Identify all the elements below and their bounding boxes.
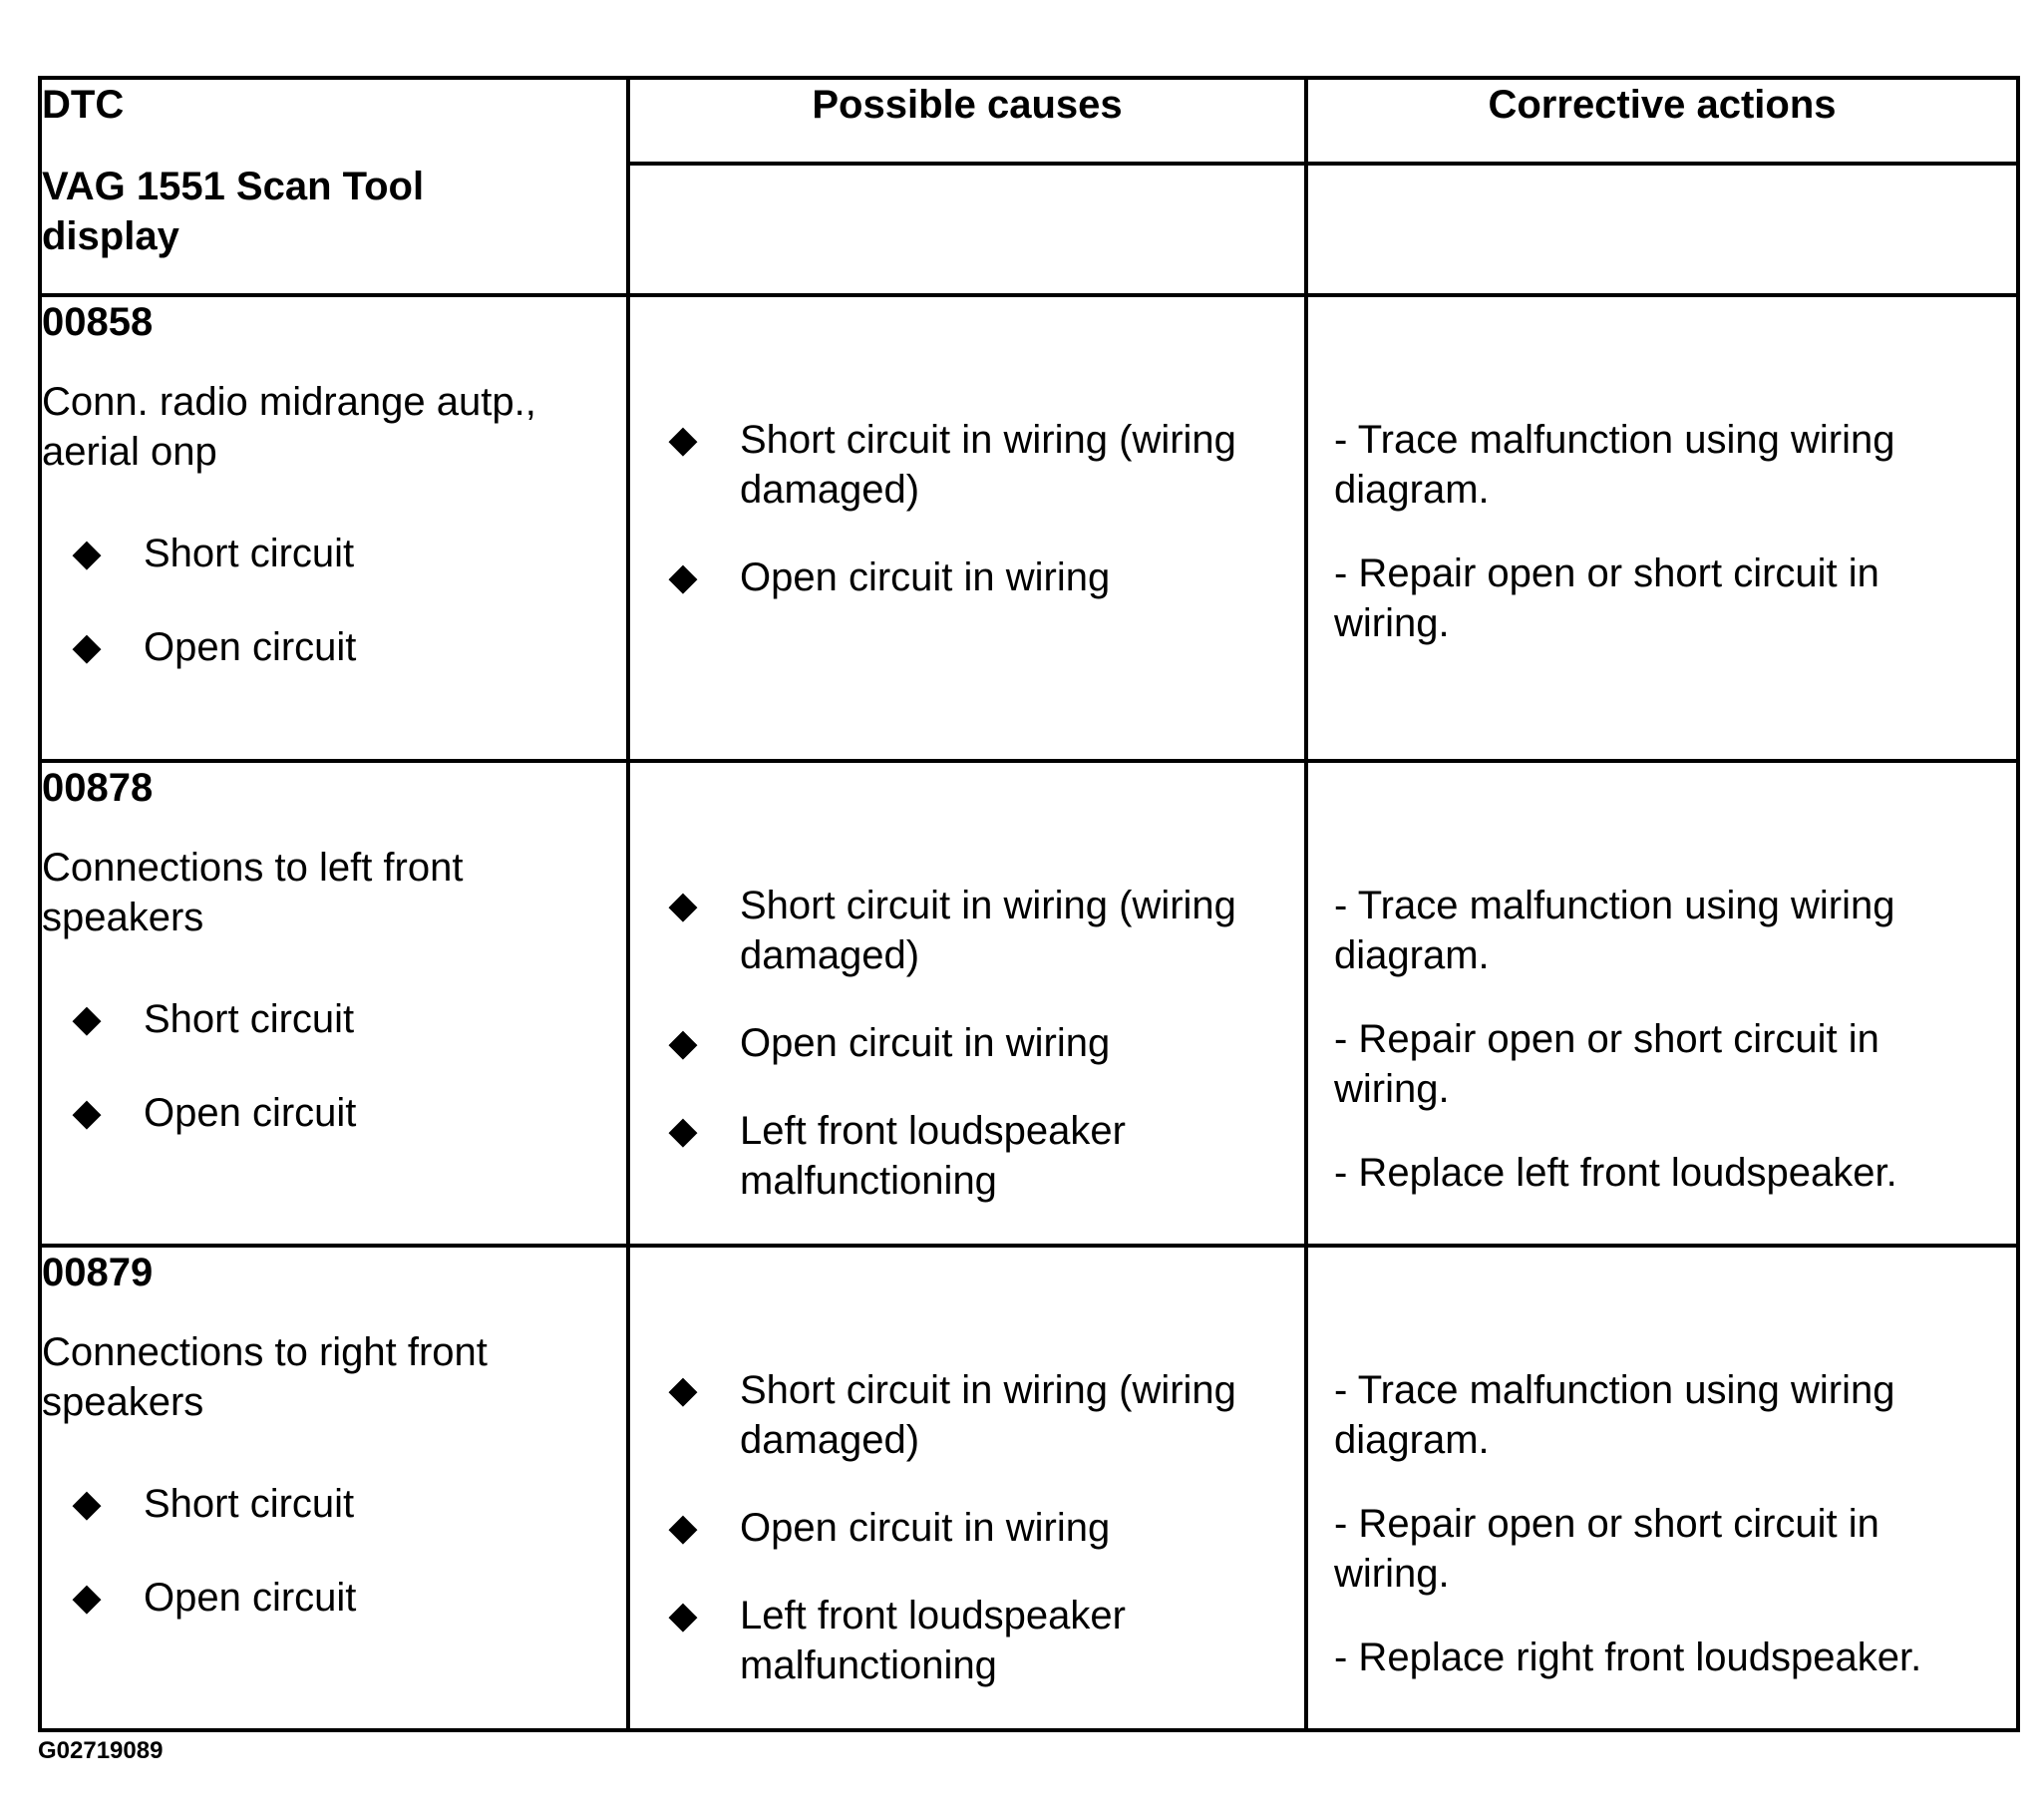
header-corrective-actions: Corrective actions bbox=[1306, 78, 2018, 164]
condition-list bbox=[42, 529, 626, 672]
diamond-bullet-icon: ◆ bbox=[668, 1595, 698, 1636]
dtc-code: 00858 bbox=[42, 300, 154, 344]
list-item bbox=[42, 1573, 626, 1623]
list-item bbox=[668, 1018, 1284, 1068]
dtc-description: Connections to right front speakers bbox=[42, 1330, 488, 1424]
list-item bbox=[668, 881, 1284, 980]
list-item bbox=[668, 1503, 1284, 1553]
cause-list bbox=[630, 1248, 1304, 1690]
condition-text: Short circuit bbox=[144, 997, 355, 1041]
action-list bbox=[1308, 1248, 2016, 1682]
list-item bbox=[668, 552, 1284, 602]
cause-text: Short circuit in wiring (wiring damaged) bbox=[740, 884, 1236, 977]
diamond-bullet-icon: ◆ bbox=[668, 1507, 698, 1549]
cause-list bbox=[630, 763, 1304, 1206]
list-item bbox=[42, 622, 626, 672]
condition-text: Open circuit bbox=[144, 625, 357, 669]
header-actions-empty-cell bbox=[1306, 164, 2018, 295]
diamond-bullet-icon: ◆ bbox=[72, 1483, 102, 1525]
condition-text: Open circuit bbox=[144, 1091, 357, 1135]
cause-text: Open circuit in wiring bbox=[740, 1021, 1111, 1065]
condition-list bbox=[42, 994, 626, 1138]
diamond-bullet-icon: ◆ bbox=[72, 533, 102, 574]
action-text: - Trace malfunction using wiring diagram. bbox=[1334, 418, 1895, 512]
diamond-bullet-icon: ◆ bbox=[72, 626, 102, 668]
diamond-bullet-icon: ◆ bbox=[668, 1369, 698, 1411]
list-item bbox=[668, 1365, 1284, 1465]
actions-cell bbox=[1306, 1246, 2018, 1730]
cause-text: Short circuit in wiring (wiring damaged) bbox=[740, 418, 1236, 512]
header-dtc-label: DTC bbox=[42, 83, 125, 127]
condition-list bbox=[42, 1479, 626, 1623]
cause-text: Open circuit in wiring bbox=[740, 555, 1111, 599]
action-list bbox=[1308, 763, 2016, 1198]
actions-cell bbox=[1306, 295, 2018, 761]
cause-text: Left front loudspeaker malfunctioning bbox=[740, 1594, 1126, 1687]
action-list bbox=[1308, 297, 2016, 648]
list-item bbox=[42, 1088, 626, 1138]
cause-text: Left front loudspeaker malfunctioning bbox=[740, 1109, 1126, 1203]
condition-text: Short circuit bbox=[144, 1482, 355, 1526]
dtc-cell bbox=[40, 1246, 628, 1730]
diamond-bullet-icon: ◆ bbox=[668, 419, 698, 461]
action-text: - Repair open or short circuit in wiring. bbox=[1334, 1502, 1879, 1596]
header-scan-tool-label: VAG 1551 Scan Tool display bbox=[42, 165, 425, 258]
action-text: - Repair open or short circuit in wiring. bbox=[1334, 1017, 1879, 1111]
diamond-bullet-icon: ◆ bbox=[668, 1110, 698, 1152]
table-row bbox=[40, 1246, 2018, 1730]
dtc-table bbox=[38, 76, 2020, 1732]
dtc-code: 00879 bbox=[42, 1251, 154, 1294]
diamond-bullet-icon: ◆ bbox=[668, 885, 698, 926]
action-text: - Replace right front loudspeaker. bbox=[1334, 1635, 1922, 1679]
dtc-cell bbox=[40, 295, 628, 761]
dtc-description: Connections to left front speakers bbox=[42, 846, 464, 939]
condition-text: Short circuit bbox=[144, 532, 355, 575]
diamond-bullet-icon: ◆ bbox=[72, 1577, 102, 1619]
action-text: - Replace left front loudspeaker. bbox=[1334, 1151, 1897, 1195]
dtc-code: 00878 bbox=[42, 766, 154, 810]
header-causes-empty-cell bbox=[628, 164, 1306, 295]
diamond-bullet-icon: ◆ bbox=[72, 998, 102, 1040]
dtc-description: Conn. radio midrange autp., aerial onp bbox=[42, 380, 536, 474]
list-item bbox=[668, 415, 1284, 515]
header-row bbox=[40, 78, 2018, 164]
diamond-bullet-icon: ◆ bbox=[668, 556, 698, 598]
list-item bbox=[668, 1106, 1284, 1206]
causes-cell bbox=[628, 761, 1306, 1246]
condition-text: Open circuit bbox=[144, 1576, 357, 1620]
dtc-cell bbox=[40, 761, 628, 1246]
list-item bbox=[42, 1479, 626, 1529]
diamond-bullet-icon: ◆ bbox=[668, 1022, 698, 1064]
table-row bbox=[40, 761, 2018, 1246]
list-item bbox=[668, 1591, 1284, 1690]
list-item bbox=[42, 529, 626, 578]
actions-cell bbox=[1306, 761, 2018, 1246]
causes-cell bbox=[628, 1246, 1306, 1730]
action-text: - Trace malfunction using wiring diagram. bbox=[1334, 1368, 1895, 1462]
list-item bbox=[42, 994, 626, 1044]
causes-cell bbox=[628, 295, 1306, 761]
cause-text: Short circuit in wiring (wiring damaged) bbox=[740, 1368, 1236, 1462]
action-text: - Repair open or short circuit in wiring. bbox=[1334, 551, 1879, 645]
diamond-bullet-icon: ◆ bbox=[72, 1092, 102, 1134]
table-row bbox=[40, 295, 2018, 761]
figure-id: G02719089 bbox=[38, 1737, 164, 1764]
cause-list bbox=[630, 297, 1304, 602]
action-text: - Trace malfunction using wiring diagram. bbox=[1334, 884, 1895, 977]
header-possible-causes: Possible causes bbox=[628, 78, 1306, 164]
header-dtc-cell bbox=[40, 78, 628, 295]
cause-text: Open circuit in wiring bbox=[740, 1506, 1111, 1550]
